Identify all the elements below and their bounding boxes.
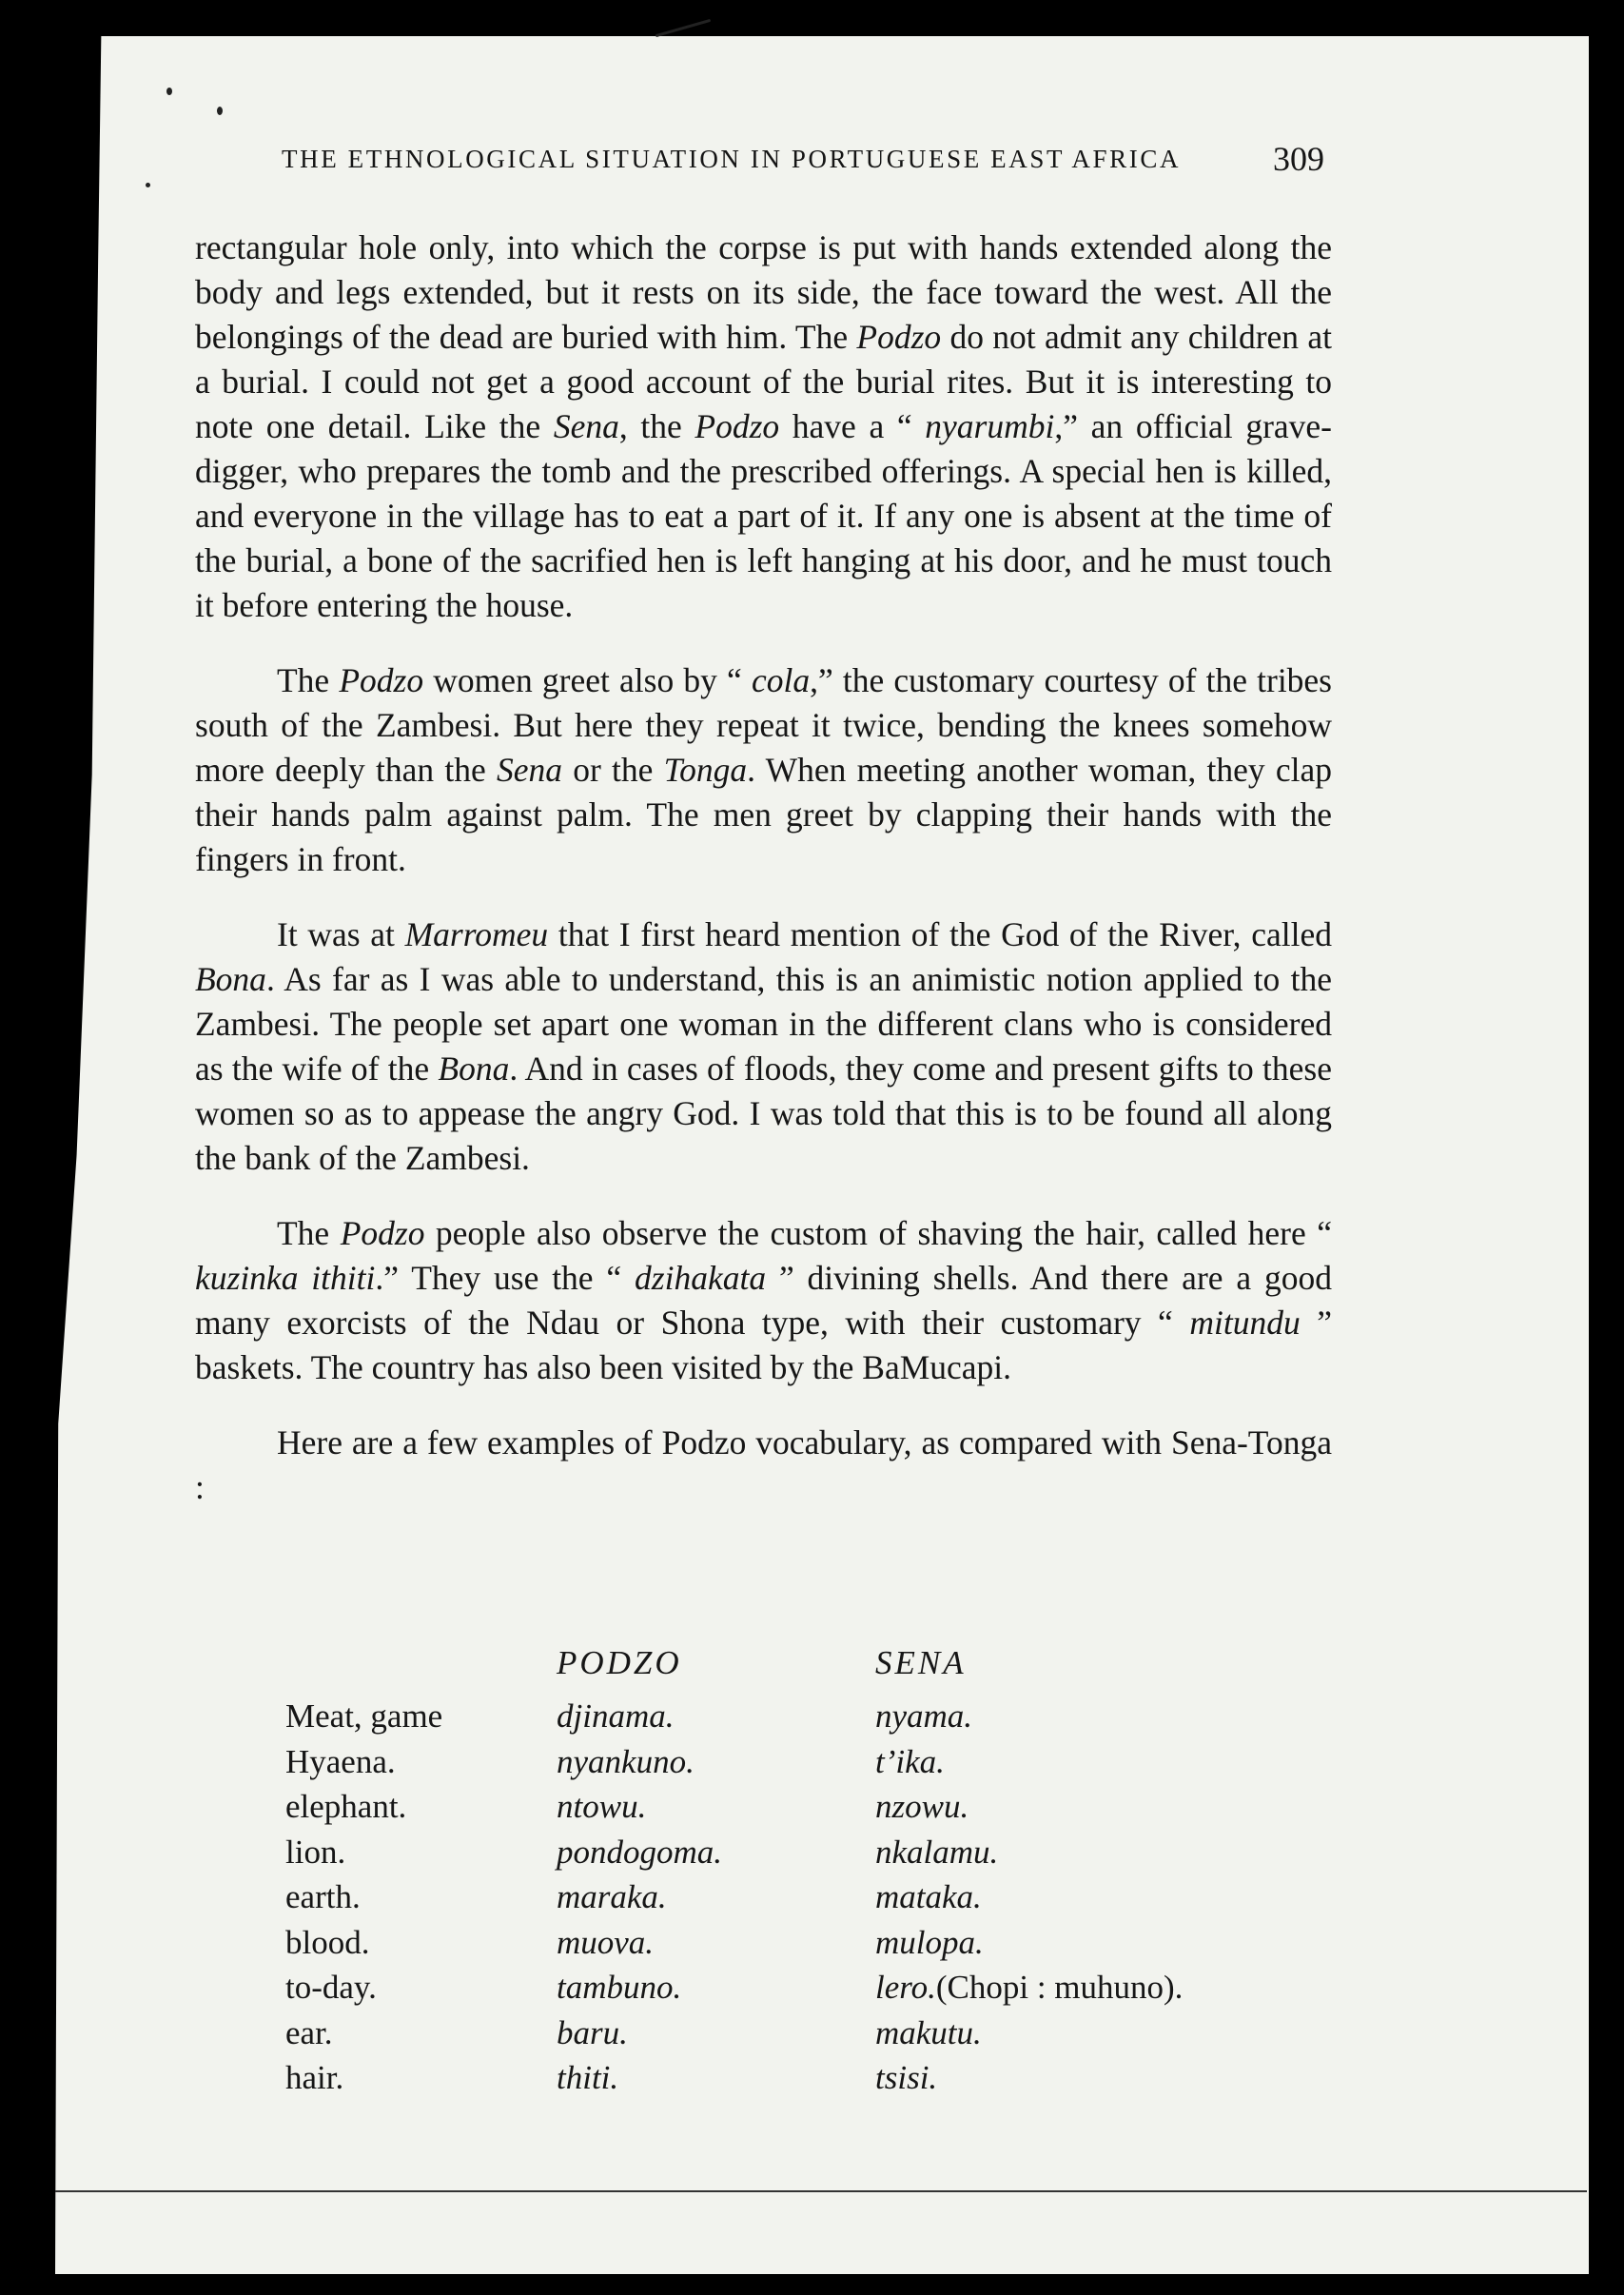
sena-word: lero.: [875, 1969, 936, 2006]
text-run: ,” an official grave-digger, who prepares the tomb and the prescribed offerings. A special hen is killed, and everyone in the village has to eat a part of it. If any one is absent at the time of the burial, a bone of the sacrified hen is left hanging at his door, and he must touch it before entering the house.: [195, 407, 1332, 624]
english-word: blood.: [285, 1923, 370, 1961]
english-word: Hyaena.: [285, 1742, 396, 1780]
italic-term: Tonga: [663, 751, 748, 789]
column-header-sena: SENA: [875, 1644, 967, 1681]
sena-word: nyama.: [875, 1697, 973, 1735]
podzo-word: nyankuno.: [557, 1742, 695, 1780]
sena-cell: [875, 1920, 984, 1966]
italic-term: Bona: [195, 960, 266, 998]
english-word: lion.: [285, 1833, 346, 1871]
text-run: rectangular hole only, into which the corpse is put with hands extended along the body and legs extended, but it rests on its side, the face toward the west. All the belongings of the dead are buried with him. The: [195, 228, 1332, 356]
sena-word: mataka.: [875, 1878, 982, 1915]
sena-word: mulopa.: [875, 1923, 984, 1961]
sena-word: nkalamu.: [875, 1833, 999, 1871]
paragraph: [195, 912, 1332, 1181]
sena-cell: [875, 1830, 998, 1875]
text-run: The: [277, 661, 340, 699]
column-header-podzo: PODZO: [557, 1644, 682, 1681]
sena-word: makutu.: [875, 2013, 982, 2051]
italic-term: Sena: [553, 407, 619, 445]
italic-term: Bona: [438, 1049, 510, 1088]
italic-term: dzihakata: [635, 1259, 767, 1297]
podzo-word: muova.: [557, 1923, 655, 1961]
sena-cell: [875, 1739, 945, 1785]
sena-word: nzowu.: [875, 1788, 969, 1825]
english-word: to-day.: [285, 1969, 377, 2006]
italic-term: nyarumbi: [925, 407, 1055, 445]
podzo-word: thiti.: [557, 2059, 619, 2096]
text-run: do not admit any children at a burial. I could not get a good account of the burial rites. But it is interesting to note one detail. Like the: [195, 318, 1332, 445]
ink-mark: [146, 183, 150, 187]
italic-term: Podzo: [339, 661, 424, 699]
podzo-word: ntowu.: [557, 1788, 647, 1825]
sena-cell: [875, 1874, 982, 1920]
text-run: people also observe the custom of shaving the hair, called here “: [424, 1214, 1332, 1252]
body-text: [195, 226, 1332, 1540]
running-head: THE ETHNOLOGICAL SITUATION IN PORTUGUESE EAST AFRICA: [282, 145, 1182, 173]
english-word: earth.: [285, 1878, 361, 1915]
paragraph: [195, 1211, 1332, 1390]
english-word: hair.: [285, 2059, 344, 2096]
podzo-word: tambuno.: [557, 1969, 682, 2006]
podzo-word: baru.: [557, 2013, 628, 2051]
sena-cell: [875, 1965, 1184, 2011]
sena-word: t’ika.: [875, 1742, 945, 1780]
italic-term: Podzo: [695, 407, 780, 445]
text-run: or the: [562, 751, 664, 789]
italic-term: mitundu: [1189, 1304, 1301, 1342]
sena-cell: [875, 2055, 937, 2101]
text-run: women greet also by “: [423, 661, 752, 699]
text-run: ” divining shells. And there are a good many exorcists of the Ndau or Shona type, with their customary “: [195, 1259, 1332, 1342]
paragraph: [195, 1421, 1332, 1510]
bottom-rule: [55, 2190, 1587, 2192]
podzo-word: maraka.: [557, 1878, 667, 1915]
text-run: .” They use the “: [375, 1259, 636, 1297]
paragraph: [195, 658, 1332, 882]
text-run: that I first heard mention of the God of the River, called: [548, 915, 1332, 953]
text-run: ,” the customary courtesy of the tribes south of the Zambesi. But here they repeat it twice, bending the knees somehow more deeply than the: [195, 661, 1332, 789]
text-run: . And in cases of floods, they come and present gifts to these women so as to appease the angry God. I was told that this is to be found all along the bank of the Zambesi.: [195, 1049, 1332, 1177]
sena-word: tsisi.: [875, 2059, 938, 2096]
italic-term: Marromeu: [404, 915, 549, 953]
sena-cell: [875, 1694, 972, 1739]
text-run: It was at: [277, 915, 405, 953]
podzo-word: djinama.: [557, 1697, 675, 1735]
italic-term: Podzo: [340, 1214, 425, 1252]
text-run: have a “: [779, 407, 926, 445]
italic-term: cola: [751, 661, 811, 699]
english-word: ear.: [285, 2013, 333, 2051]
text-run: The: [277, 1214, 341, 1252]
podzo-word: pondogoma.: [557, 1833, 723, 1871]
english-word: elephant.: [285, 1788, 407, 1825]
italic-term: kuzinka ithiti: [195, 1259, 376, 1297]
text-run: ” baskets. The country has also been visited by the BaMucapi.: [195, 1304, 1333, 1386]
italic-term: Podzo: [856, 318, 942, 356]
paragraph: [195, 226, 1332, 628]
ink-mark: [655, 19, 712, 37]
ink-mark: [217, 107, 223, 115]
sena-cell: [875, 2011, 982, 2056]
english-word: Meat, game: [285, 1697, 443, 1735]
page-number: 309: [1273, 140, 1324, 178]
sena-cell: [875, 1784, 969, 1830]
italic-term: Sena: [497, 751, 563, 789]
sena-note: (Chopi : muhuno).: [935, 1969, 1184, 2006]
ink-mark: [166, 88, 172, 95]
text-run: . As far as I was able to understand, this is an animistic notion applied to the Zambesi. The people set apart one woman in the different clans who is considered as the wife of the: [195, 960, 1332, 1088]
text-run: , the: [618, 407, 695, 445]
text-run: . When meeting another woman, they clap their hands palm against palm. The men greet by clapping their hands with the fingers in front.: [195, 751, 1332, 878]
text-run: Here are a few examples of Podzo vocabulary, as compared with Sena-Tonga :: [195, 1423, 1332, 1506]
